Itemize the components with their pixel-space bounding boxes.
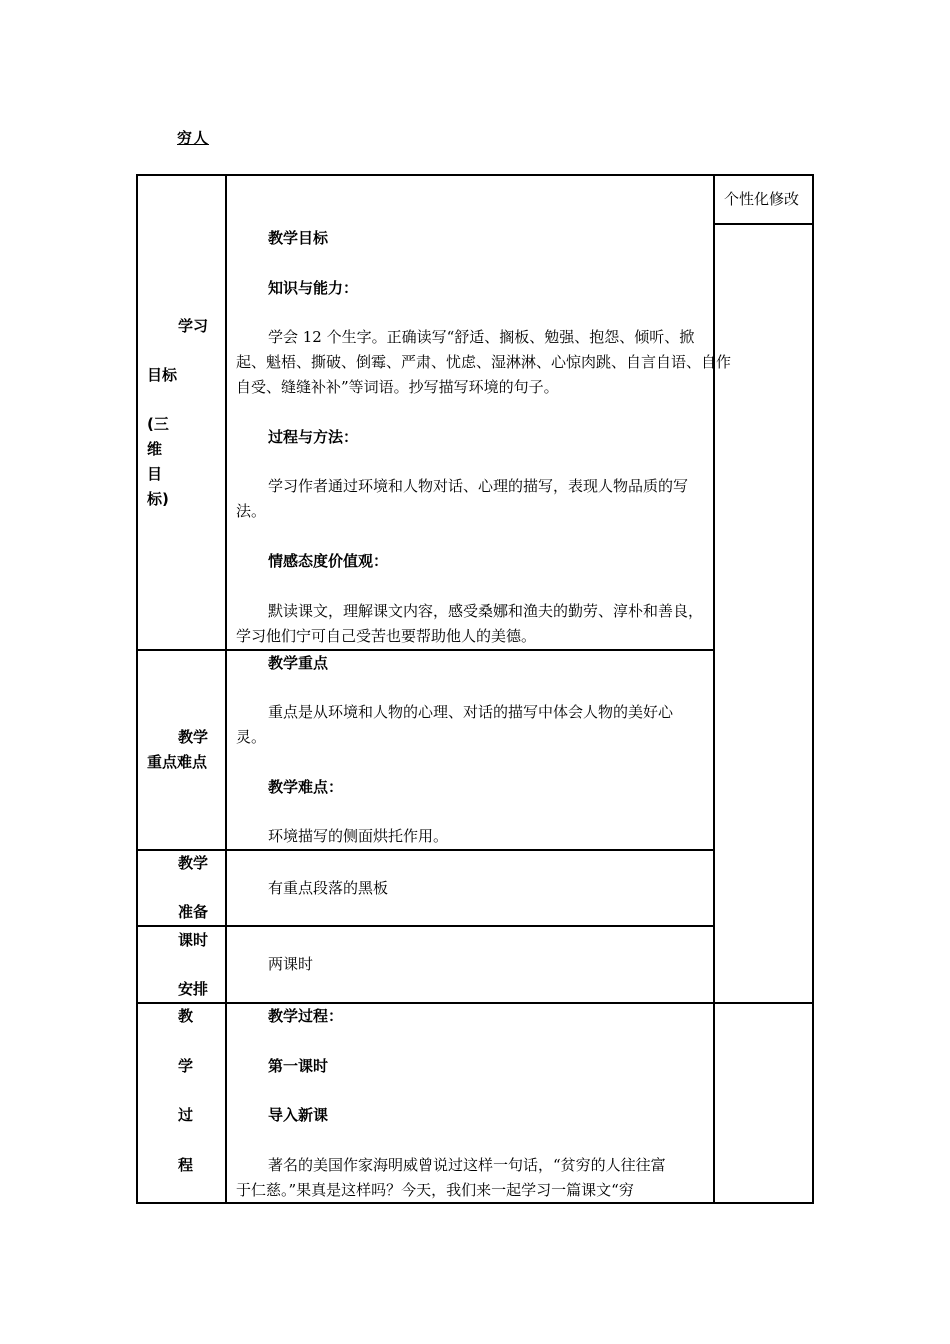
process-label-line1: 教 xyxy=(178,1007,194,1025)
goals-heading: 教学目标 xyxy=(268,229,329,247)
process-label-line2: 学 xyxy=(178,1057,194,1075)
lesson-heading: 第一课时 xyxy=(268,1057,329,1075)
process-label-line3: 过 xyxy=(178,1106,194,1124)
goals-label-line6: 标) xyxy=(147,490,169,508)
preparation-text: 有重点段落的黑板 xyxy=(268,879,389,897)
goals-label-line2: 目标 xyxy=(147,366,178,384)
preparation-label-line2: 准备 xyxy=(178,903,209,921)
goals-label-line5: 目 xyxy=(147,465,163,483)
process-heading: 教学过程： xyxy=(268,1007,344,1025)
schedule-label-line1: 课时 xyxy=(178,931,209,949)
intro-heading: 导入新课 xyxy=(268,1106,329,1124)
column-divider-content xyxy=(713,174,715,1204)
knowledge-text-line3: 自受、缝缝补补”等词语。抄写描写环境的句子。 xyxy=(236,378,559,396)
knowledge-text-line2: 起、魁梧、撕破、倒霉、严肃、忧虑、湿淋淋、心惊肉跳、自言自语、自作 xyxy=(236,353,732,371)
side-header-divider xyxy=(713,223,814,225)
keypoints-label-line1: 教学 xyxy=(178,728,209,746)
key-text-line1: 重点是从环境和人物的心理、对话的描写中体会人物的美好心 xyxy=(268,703,674,721)
knowledge-heading: 知识与能力： xyxy=(268,279,359,297)
key-text-line2: 灵。 xyxy=(236,728,267,746)
schedule-label-line2: 安排 xyxy=(178,980,209,998)
difficult-heading: 教学难点： xyxy=(268,778,344,796)
table-border-left xyxy=(136,174,138,1204)
column-divider-label xyxy=(225,174,227,1204)
process-label-line4: 程 xyxy=(178,1156,194,1174)
row-divider-preparation xyxy=(136,925,714,927)
row-divider-goals xyxy=(136,649,714,651)
keypoints-label-line2: 重点难点 xyxy=(147,753,208,771)
schedule-text: 两课时 xyxy=(268,955,314,973)
difficult-text: 环境描写的侧面烘托作用。 xyxy=(268,827,449,845)
goals-label-line4: 维 xyxy=(147,440,163,458)
intro-text-line1: 著名的美国作家海明威曾说过这样一句话，“贫穷的人往往富 xyxy=(268,1156,666,1174)
preparation-label-line1: 教学 xyxy=(178,854,209,872)
table-border-right xyxy=(812,174,814,1204)
process-method-text-line1: 学习作者通过环境和人物对话、心理的描写，表现人物品质的写 xyxy=(268,477,689,495)
goals-label-line3: (三 xyxy=(147,415,169,433)
process-method-heading: 过程与方法： xyxy=(268,428,359,446)
intro-text-line2: 于仁慈。”果真是这样吗？今天，我们来一起学习一篇课文“穷 xyxy=(236,1181,634,1199)
goals-label-line1: 学习 xyxy=(178,317,209,335)
process-method-text-line2: 法。 xyxy=(236,502,267,520)
document-title: 穷人 xyxy=(177,129,210,147)
key-heading: 教学重点 xyxy=(268,654,329,672)
emotion-text-line1: 默读课文，理解课文内容，感受桑娜和渔夫的勤劳、淳朴和善良， xyxy=(268,602,704,620)
side-column-header: 个性化修改 xyxy=(724,190,800,208)
row-divider-keypoints xyxy=(136,849,714,851)
emotion-text-line2: 学习他们宁可自己受苦也要帮助他人的美德。 xyxy=(236,627,537,645)
knowledge-text-line1: 学会 12 个生字。正确读写“舒适、搁板、勉强、抱怨、倾听、掀 xyxy=(268,328,695,346)
emotion-heading: 情感态度价值观： xyxy=(268,552,389,570)
